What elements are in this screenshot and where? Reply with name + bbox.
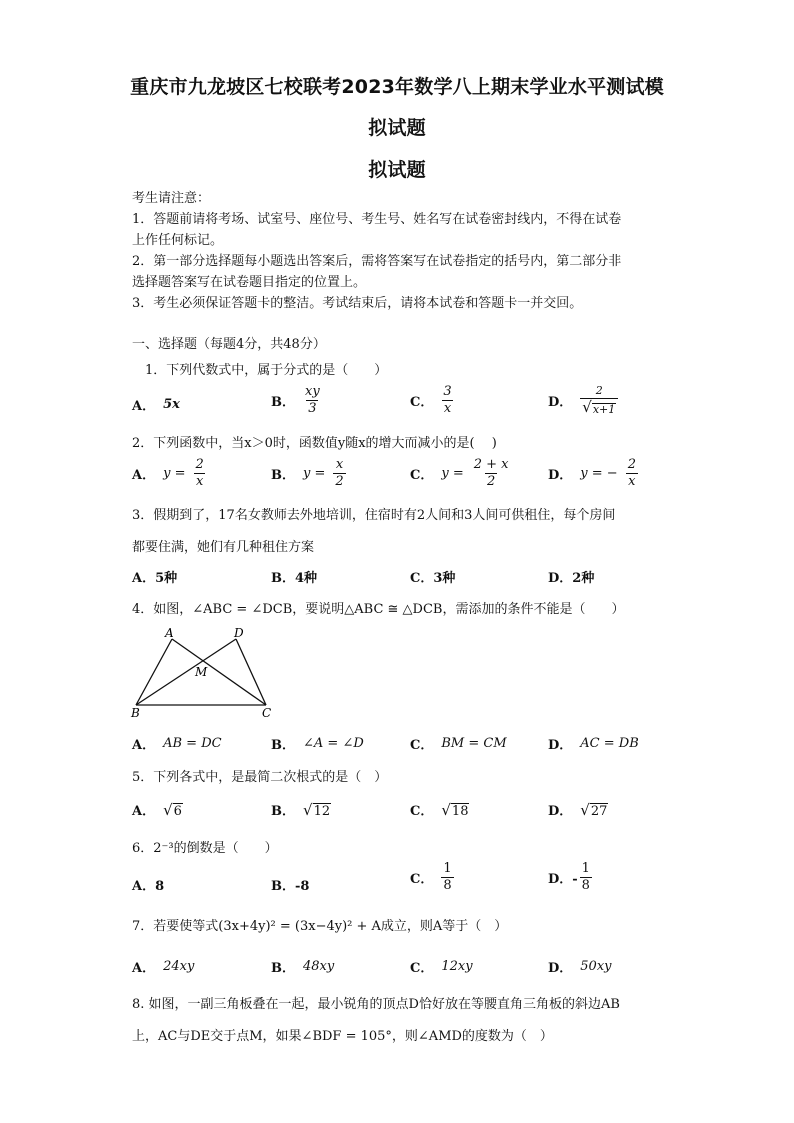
q1-stem: 1．下列代数式中，属于分式的是（ ） [145,363,388,378]
q4-edge-ab [136,639,172,705]
q1-b-fraction [303,385,322,415]
q2-b-num: x [335,457,344,472]
q2-d-lhs: y = − [580,465,618,481]
notes-heading: 考生请注意： [132,191,211,206]
q1-c-den: x [443,400,452,416]
q4-figure [128,624,288,719]
q7-c-label: C． [410,961,434,976]
q4-label-a: A [165,626,174,640]
q4-c-value: BM = CM [441,736,507,751]
q2-a-lhs: y = [163,465,186,481]
note-2b: 选择题答案写在试卷题目指定的位置上。 [132,275,367,290]
q4-option-a[interactable] [132,734,222,753]
q5-d-label: D． [548,804,573,819]
q2-a-num: 2 [195,457,204,472]
q4-label-m: M [195,665,208,679]
q1-b-den: 3 [308,400,317,416]
q1-d-sqrt [582,397,616,416]
q5-c-radicand: 18 [451,803,469,819]
q6-stem: 6．2⁻³的倒数是（ ） [132,841,278,856]
q2-stem: 2．下列函数中，当x＞0时，函数值y随x的增大而减小的是( ) [132,436,497,451]
q5-b-sqrt [303,801,331,819]
q6-d-label: D．- [548,871,578,887]
radical-sign-icon: √ [163,800,173,819]
q6-d-fraction [580,862,592,892]
q6-c-fraction [441,862,453,892]
q1-a-value: 5x [163,397,180,412]
q5-d-radicand: 27 [590,803,608,819]
q2-b-lhs: y = [303,465,326,481]
q4-c-label: C． [410,738,434,753]
note-3: 3．考生必须保证答题卡的整洁。考试结束后，请将本试卷和答题卡一并交回。 [132,296,583,311]
q5-option-d[interactable] [548,800,608,819]
q8-stem-1: 8. 如图，一副三角板叠在一起，最小锐角的顶点D恰好放在等腰直角三角板的斜边AB [132,997,620,1012]
q7-d-value: 50xy [580,959,612,974]
q4-d-label: D． [548,738,573,753]
q6-c-num: 1 [443,861,452,876]
q2-d-den: x [628,473,636,489]
q5-b-radicand: 12 [313,803,331,819]
q2-c-den: 2 [486,473,496,489]
exam-title-line1: 重庆市九龙坡区七校联考2023年数学八上期末学业水平测试模 [130,76,664,98]
q1-d-label: D． [548,394,573,410]
q6-option-b[interactable]: B．-8 [271,879,310,894]
q1-c-label: C． [410,394,434,410]
q4-stem: 4．如图，∠ABC = ∠DCB，要说明△ABC ≅ △DCB，需添加的条件不能是（ ） [132,602,625,617]
q5-option-a[interactable] [132,800,183,819]
q2-d-num: 2 [627,457,636,472]
q4-a-label: A． [132,738,156,753]
note-1a: 1．答题前请将考场、试室号、座位号、考生号、姓名写在试卷密封线内，不得在试卷 [132,212,622,227]
q4-d-value: AC = DB [580,736,639,751]
q6-c-den: 8 [443,877,452,893]
q5-a-sqrt [163,801,183,819]
q5-d-sqrt [580,801,608,819]
q7-option-a[interactable] [132,957,194,976]
q4-label-d: D [234,626,244,640]
q5-c-sqrt [441,801,469,819]
q3-option-c[interactable]: C．3种 [410,571,456,586]
q2-a-fraction [193,458,205,488]
q5-stem: 5．下列各式中，是最简二次根式的是（ ） [132,770,388,785]
q2-d-label: D． [548,467,573,483]
q6-d-den: 8 [581,877,590,893]
q1-option-d[interactable] [548,385,618,415]
q6-option-a[interactable]: A．8 [132,879,165,894]
q2-b-den: 2 [335,473,344,489]
q5-option-c[interactable] [410,800,469,819]
q1-c-fraction [441,385,453,415]
q2-d-fraction [626,458,638,488]
q7-b-label: B． [271,961,295,976]
q1-c-num: 3 [443,384,452,399]
exam-title-line3: 拟试题 [368,159,426,181]
q3-option-a[interactable]: A．5种 [132,571,178,586]
q6-c-label: C． [410,871,434,887]
q7-a-label: A． [132,961,156,976]
q2-option-b[interactable] [271,458,346,488]
q1-option-b[interactable] [271,385,322,415]
q5-a-radicand: 6 [173,803,182,819]
q2-c-lhs: y = [441,465,464,481]
q5-c-label: C． [410,804,434,819]
q5-a-label: A． [132,804,156,819]
exam-title-line2: 拟试题 [368,117,426,139]
q3-stem-2: 都要住满，她们有几种租住方案 [132,540,315,555]
q6-option-d[interactable] [548,862,592,892]
q2-option-c[interactable] [410,458,511,488]
q2-a-den: x [195,473,204,489]
q2-c-num: 2 + x [473,457,509,472]
q7-stem: 7．若要使等式(3x+4y)² = (3x−4y)² + A成立，则A等于（ ） [132,919,508,934]
q2-option-d[interactable] [548,458,638,488]
q4-option-b[interactable] [271,734,364,753]
q1-d-fraction [580,385,618,415]
q3-stem-1: 3．假期到了，17名女教师去外地培训，住宿时有2人间和3人间可供租住，每个房间 [132,508,616,523]
q8-stem-2: 上，AC与DE交于点M，如果∠BDF = 105°，则∠AMD的度数为（ ） [132,1029,553,1044]
q4-option-d[interactable] [548,734,639,753]
radical-sign-icon: √ [582,397,592,416]
q2-c-label: C． [410,467,434,483]
q7-c-value: 12xy [441,959,473,974]
q4-label-c: C [262,706,272,719]
q1-d-num: 2 [595,384,603,397]
q4-b-label: B． [271,738,295,753]
q1-b-label: B． [271,394,295,410]
q3-option-b[interactable]: B．4种 [271,571,318,586]
q4-b-value: ∠A = ∠D [303,736,364,751]
q2-b-label: B． [271,467,295,483]
radical-sign-icon: √ [580,800,590,819]
q6-option-c[interactable] [410,862,454,892]
q4-a-value: AB = DC [163,736,222,751]
note-1b: 上作任何标记。 [132,233,224,248]
q2-a-label: A． [132,467,156,483]
q1-a-label: A． [132,399,156,414]
q1-d-den [580,398,618,416]
q1-b-num: xy [305,384,320,399]
q5-option-b[interactable] [271,800,331,819]
radical-sign-icon: √ [441,800,451,819]
q4-option-c[interactable] [410,734,507,753]
q1-d-radicand: x+1 [592,402,616,416]
q7-option-c[interactable] [410,957,473,976]
q7-a-value: 24xy [163,959,195,974]
note-2a: 2．第一部分选择题每小题选出答案后，需将答案写在试卷指定的括号内，第二部分非 [132,254,622,269]
section-heading: 一、选择题（每题4分，共48分） [132,337,326,352]
q2-b-fraction [333,458,345,488]
q7-d-label: D． [548,961,573,976]
q7-option-d[interactable] [548,957,612,976]
radical-sign-icon: √ [303,800,313,819]
q7-option-b[interactable] [271,957,334,976]
q7-b-value: 48xy [303,959,335,974]
q6-d-num: 1 [581,861,590,876]
q1-option-c[interactable] [410,385,454,415]
q4-label-b: B [131,706,140,719]
q3-option-d[interactable]: D．2种 [548,571,595,586]
q2-option-a[interactable] [132,458,206,488]
q1-option-a[interactable] [132,395,180,414]
q2-c-fraction [472,458,511,488]
q5-b-label: B． [271,804,295,819]
